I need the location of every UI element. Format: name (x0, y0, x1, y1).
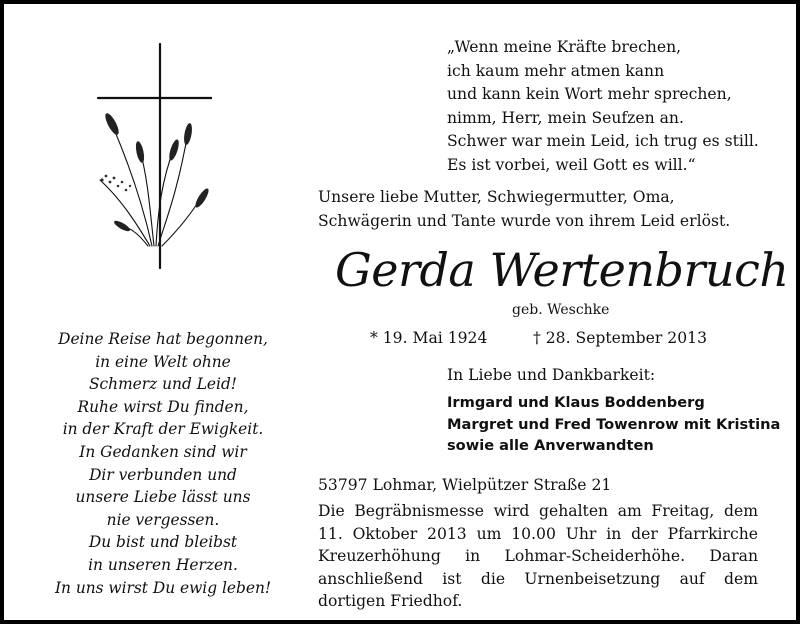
cross-with-wheat-icon (92, 40, 212, 280)
poem-line: Ruhe wirst Du finden, (77, 397, 249, 416)
poem-line: in unseren Herzen. (88, 555, 238, 574)
mourner: Margret und Fred Towenrow mit Kristina (447, 415, 781, 433)
quote-block (447, 36, 759, 178)
mourner: sowie alle Anverwandten (447, 437, 654, 455)
poem-line: Dir verbunden und (89, 465, 237, 484)
poem-line: In Gedanken sind wir (79, 442, 247, 461)
quote-line: nimm, Herr, mein Seufzen an. (447, 108, 684, 127)
poem-line: nie vergessen. (106, 510, 220, 529)
quote-line: und kann kein Wort mehr sprechen, (447, 85, 732, 104)
poem-line: Schmerz und Leid! (89, 375, 237, 394)
left-poem (38, 328, 288, 599)
poem-line: Deine Reise hat begonnen, (58, 330, 268, 348)
poem-line: Du bist und bleibst (88, 533, 238, 552)
quote-line: „Wenn meine Kräfte brechen, (447, 38, 682, 56)
quote-line: Schwer war mein Leid, ich trug es still. (447, 132, 759, 151)
birth-name: geb. Weschke (512, 302, 610, 318)
thanks-line: In Liebe und Dankbarkeit: (447, 366, 656, 384)
quote-line: ich kaum mehr atmen kann (447, 61, 665, 80)
poem-line: In uns wirst Du ewig leben! (54, 578, 272, 597)
poem-line: in der Kraft der Ewigkeit. (62, 420, 264, 439)
poem-line: unsere Liebe lässt uns (75, 488, 251, 507)
poem-line: in eine Welt ohne (95, 352, 231, 371)
address: 53797 Lohmar, Wielpützer Straße 21 (318, 476, 612, 494)
mourners-list (447, 392, 780, 457)
death-date: † 28. September 2013 (533, 329, 707, 347)
funeral-details: Die Begräbnismesse wird gehalten am Freitag, dem 11. Oktober 2013 um 10.00 Uhr in der Pfarrkirche Kreuzerhöhung in Lohmar-Scheiderhöhe. Daran anschließend ist die Urnenbeisetzung auf dem dortigen Friedhof. (318, 502, 758, 611)
quote-line: Es ist vorbei, weil Gott es will.“ (447, 155, 696, 174)
mourner: Irmgard und Klaus Boddenberg (447, 394, 705, 411)
birth-date: * 19. Mai 1924 (370, 329, 488, 347)
deceased-name: Gerda Wertenbruch (335, 243, 789, 297)
intro-text: Unsere liebe Mutter, Schwiegermutter, Oma, Schwägerin und Tante wurde von ihrem Leid erlöst. (318, 188, 731, 230)
